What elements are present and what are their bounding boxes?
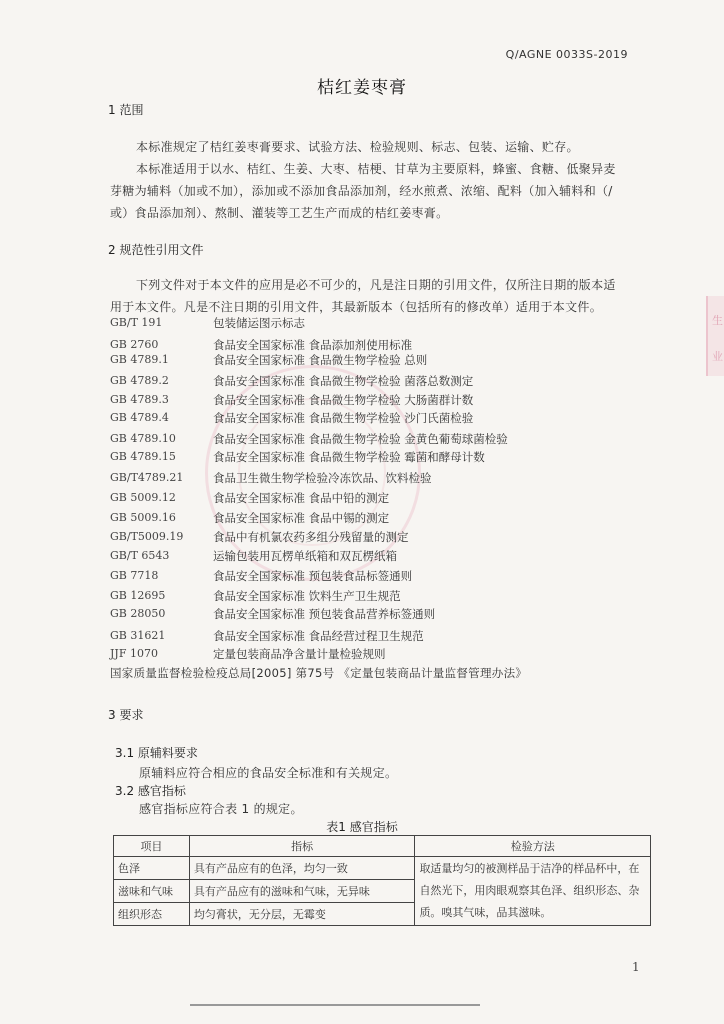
ref-title: 食品安全国家标准 预包装食品标签通则 — [213, 569, 413, 583]
table-cell-spec: 均匀膏状，无分层，无霉变 — [189, 903, 415, 926]
ref-title: 食品安全国家标准 食品微生物学检验 大肠菌群计数 — [213, 393, 474, 407]
scope-paragraph-2-cont: 或）食品添加剂）、熬制、灌装等工艺生产而成的桔红姜枣膏。 — [110, 206, 449, 220]
ref-code: GB 4789.15 — [110, 450, 176, 463]
ref-code: JJF 1070 — [110, 647, 158, 660]
table-header-cell: 指标 — [189, 836, 415, 857]
subsection-3-2-text: 感官指标应符合表 1 的规定。 — [139, 802, 303, 816]
ref-code: GB/T 6543 — [110, 549, 170, 562]
ref-title: 食品安全国家标准 食品微生物学检验 总则 — [213, 353, 428, 367]
table-caption: 表1 感官指标 — [326, 820, 398, 834]
ref-code: GB/T 191 — [110, 316, 163, 329]
document-title: 桔红姜枣膏 — [317, 78, 407, 98]
edge-seal-char: 业 — [712, 350, 723, 363]
ref-code: GB 4789.10 — [110, 432, 176, 445]
normative-intro: 下列文件对于本文件的应用是必不可少的，凡是注日期的引用文件，仅所注日期的版本适 — [136, 278, 616, 292]
ref-title: 食品卫生微生物学检验冷冻饮品、饮料检验 — [213, 471, 432, 485]
ref-code: GB 2760 — [110, 338, 159, 351]
ref-title: 包装储运图示标志 — [213, 316, 305, 330]
ref-code: GB 28050 — [110, 607, 166, 620]
table-cell-item: 滋味和气味 — [114, 880, 190, 903]
ref-code: GB 4789.2 — [110, 374, 169, 387]
ref-title: 定量包装商品净含量计量检验规则 — [213, 647, 386, 661]
ref-title: 运输包装用瓦楞单纸箱和双瓦楞纸箱 — [213, 549, 397, 563]
ref-title: 食品安全国家标准 食品中铅的测定 — [213, 491, 390, 505]
ref-title: 食品安全国家标准 饮料生产卫生规范 — [213, 589, 401, 603]
ref-title: 食品安全国家标准 食品微生物学检验 霉菌和酵母计数 — [213, 450, 485, 464]
scope-paragraph-1: 本标准规定了桔红姜枣膏要求、试验方法、检验规则、标志、包装、运输、贮存。 — [136, 140, 579, 154]
edge-seal — [706, 296, 724, 376]
ref-title: 食品安全国家标准 食品微生物学检验 菌落总数测定 — [213, 374, 474, 388]
regulation-reference: 国家质量监督检验检疫总局[2005] 第75号 《定量包装商品计量监督管理办法》 — [110, 666, 528, 680]
table-cell-item: 色泽 — [114, 857, 190, 880]
standard-number: Q/AGNE 0033S-2019 — [505, 48, 628, 61]
ref-title: 食品安全国家标准 食品添加剂使用标准 — [213, 338, 413, 352]
table-header-cell: 检验方法 — [415, 836, 651, 857]
ref-code: GB 12695 — [110, 589, 166, 602]
scope-paragraph-2-cont: 芽糖为辅料（加或不加），添加或不添加食品添加剂，经水煎煮、浓缩、配料（加入辅料和（/ — [110, 184, 613, 198]
edge-seal-char: 生 — [712, 314, 723, 327]
ref-code: GB 5009.16 — [110, 511, 176, 524]
page-number: 1 — [632, 960, 640, 974]
table-header-row — [114, 836, 651, 857]
ref-title: 食品安全国家标准 食品经营过程卫生规范 — [213, 629, 424, 643]
page-edge-divider — [190, 1004, 480, 1006]
section-1-heading: 1 范围 — [108, 103, 144, 117]
table-cell-item: 组织形态 — [114, 903, 190, 926]
ref-title: 食品安全国家标准 预包装食品营养标签通则 — [213, 607, 436, 621]
ref-code: GB 7718 — [110, 569, 159, 582]
ref-code: GB 4789.1 — [110, 353, 169, 366]
ref-code: GB 31621 — [110, 629, 166, 642]
section-3-heading: 3 要求 — [108, 708, 144, 722]
subsection-3-2-heading: 3.2 感官指标 — [115, 784, 186, 798]
ref-code: GB 4789.3 — [110, 393, 169, 406]
sensory-table — [113, 835, 651, 926]
table-cell-method: 取适量均匀的被测样品于洁净的样品杯中，在自然光下，用肉眼观察其色泽、组织形态、杂质。嗅其气味，品其滋味。 — [415, 857, 651, 926]
table-header-cell: 项目 — [114, 836, 190, 857]
ref-code: GB/T4789.21 — [110, 471, 184, 484]
normative-intro-cont: 用于本文件。凡是不注日期的引用文件，其最新版本（包括所有的修改单）适用于本文件。 — [110, 300, 603, 314]
scope-paragraph-2: 本标准适用于以水、桔红、生姜、大枣、桔梗、甘草为主要原料，蜂蜜、食糖、低聚异麦 — [136, 162, 616, 176]
ref-code: GB 5009.12 — [110, 491, 176, 504]
table-cell-spec: 具有产品应有的滋味和气味，无异味 — [189, 880, 415, 903]
ref-title: 食品安全国家标准 食品微生物学检验 沙门氏菌检验 — [213, 411, 474, 425]
table-cell-spec: 具有产品应有的色泽，均匀一致 — [189, 857, 415, 880]
ref-title: 食品中有机氯农药多组分残留量的测定 — [213, 530, 409, 544]
ref-title: 食品安全国家标准 食品中锡的测定 — [213, 511, 390, 525]
ref-code: GB/T5009.19 — [110, 530, 184, 543]
subsection-3-1-text: 原辅料应符合相应的食品安全标准和有关规定。 — [139, 766, 398, 780]
ref-title: 食品安全国家标准 食品微生物学检验 金黄色葡萄球菌检验 — [213, 432, 508, 446]
subsection-3-1-heading: 3.1 原辅料要求 — [115, 746, 198, 760]
ref-code: GB 4789.4 — [110, 411, 169, 424]
table-row — [114, 857, 651, 880]
section-2-heading: 2 规范性引用文件 — [108, 243, 204, 257]
